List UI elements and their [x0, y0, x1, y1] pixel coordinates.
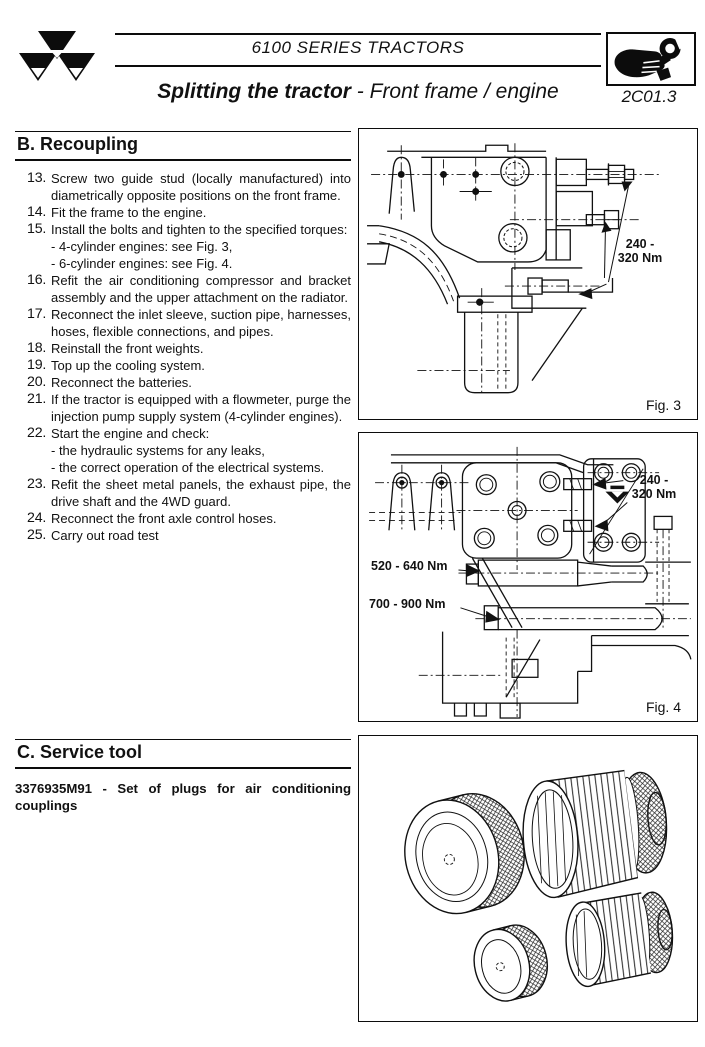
list-item — [15, 170, 351, 204]
list-item — [15, 221, 351, 272]
section-service-tool — [15, 739, 351, 814]
list-item-text: Reinstall the front weights. — [51, 341, 204, 356]
service-icon-box — [606, 32, 696, 86]
section-c-heading: C. Service tool — [17, 742, 143, 762]
list-item-subline: - the hydraulic systems for any leaks, — [51, 443, 265, 458]
list-item-subline: - the correct operation of the electrical systems. — [51, 460, 325, 475]
list-item — [15, 374, 351, 391]
list-item-text: Start the engine and check: - the hydraulic systems for any leaks, - the correct operation of the electrical systems. — [51, 425, 351, 476]
list-item-number: 14. — [27, 204, 47, 220]
figure-4-panel — [358, 432, 698, 722]
section-recoupling — [15, 131, 351, 544]
header-rule-bottom — [115, 65, 601, 67]
list-item-number: 21. — [27, 391, 47, 407]
list-item-subline: - 4-cylinder engines: see Fig. 3, — [51, 239, 233, 254]
page-code: 2C01.3 — [621, 87, 677, 106]
hand-holding-wrench-icon — [611, 36, 691, 82]
list-item — [15, 340, 351, 357]
massey-ferguson-triangles-icon — [18, 28, 96, 94]
list-item — [15, 527, 351, 544]
list-item-number: 16. — [27, 272, 47, 288]
list-item — [15, 272, 351, 306]
list-item-number: 20. — [27, 374, 47, 390]
list-item-subline: - 6-cylinder engines: see Fig. 4. — [51, 256, 233, 271]
list-item — [15, 510, 351, 527]
list-item-number: 17. — [27, 306, 47, 322]
list-item — [15, 306, 351, 340]
service-tool-figure-panel — [358, 735, 698, 1022]
fig4-torque-top-label: 240 - 320 Nm — [631, 473, 677, 501]
fig4-torque-low-label: 700 - 900 Nm — [369, 597, 446, 611]
list-item-text: Fit the frame to the engine. — [51, 205, 207, 220]
fig3-torque-label: 240 - 320 Nm — [617, 237, 663, 265]
fig4-caption: Fig. 4 — [645, 699, 681, 715]
list-item-number: 15. — [27, 221, 47, 237]
section-b-heading: B. Recoupling — [17, 134, 138, 154]
fig3-drawing — [359, 129, 697, 419]
list-item-text: Refit the air conditioning compressor and bracket assembly and the upper attachment on the radiator. — [51, 273, 351, 305]
list-item-text: If the tractor is equipped with a flowmeter, purge the injection pump supply system (4-cylinder engines). — [51, 392, 351, 424]
list-item-number: 13. — [27, 170, 47, 186]
list-item-number: 22. — [27, 425, 47, 441]
section-c-heading-block — [15, 739, 351, 769]
list-item-text: Top up the cooling system. — [51, 358, 205, 373]
page-title-sub: - Front frame / engine — [350, 80, 559, 103]
list-item-text: Refit the sheet metal panels, the exhaust pipe, the drive shaft and the 4WD guard. — [51, 477, 351, 509]
list-item-number: 19. — [27, 357, 47, 373]
list-item — [15, 357, 351, 374]
section-b-heading-block — [15, 131, 351, 161]
page-title-main: Splitting the tractor — [157, 80, 351, 103]
list-item — [15, 425, 351, 476]
list-item-number: 18. — [27, 340, 47, 356]
list-item-text: Reconnect the inlet sleeve, suction pipe, harnesses, hoses, flexible connections, and pipes. — [51, 307, 351, 339]
header-rule-top — [115, 33, 601, 35]
fig3-caption: Fig. 3 — [645, 397, 681, 413]
service-tool-text — [15, 780, 351, 814]
list-item-text: Reconnect the batteries. — [51, 375, 192, 390]
list-item — [15, 476, 351, 510]
fig4-torque-mid-label: 520 - 640 Nm — [371, 559, 448, 573]
page-title — [115, 80, 601, 104]
list-item — [15, 204, 351, 221]
figure-3-panel — [358, 128, 698, 420]
service-tool-plugs-drawing — [359, 736, 697, 1021]
list-item-number: 25. — [27, 527, 47, 543]
list-item-text: Screw two guide stud (locally manufactured) into diametrically opposite positions on the front frame. — [51, 171, 351, 203]
list-item-number: 23. — [27, 476, 47, 492]
list-item-text: Carry out road test — [51, 528, 159, 543]
list-item-text: Install the bolts and tighten to the specified torques: - 4-cylinder engines: see Fig. 3, - 6-cylinder engines: see Fig. 4. — [51, 221, 351, 272]
series-title: 6100 SERIES TRACTORS — [251, 38, 465, 57]
list-item — [15, 391, 351, 425]
recoupling-steps-list — [15, 170, 351, 544]
list-item-text: Reconnect the front axle control hoses. — [51, 511, 277, 526]
list-item-number: 24. — [27, 510, 47, 526]
service-tool-line1: 3376935M91 - Set of plugs for air conditioning — [15, 781, 351, 796]
service-tool-line2: couplings — [15, 798, 78, 813]
